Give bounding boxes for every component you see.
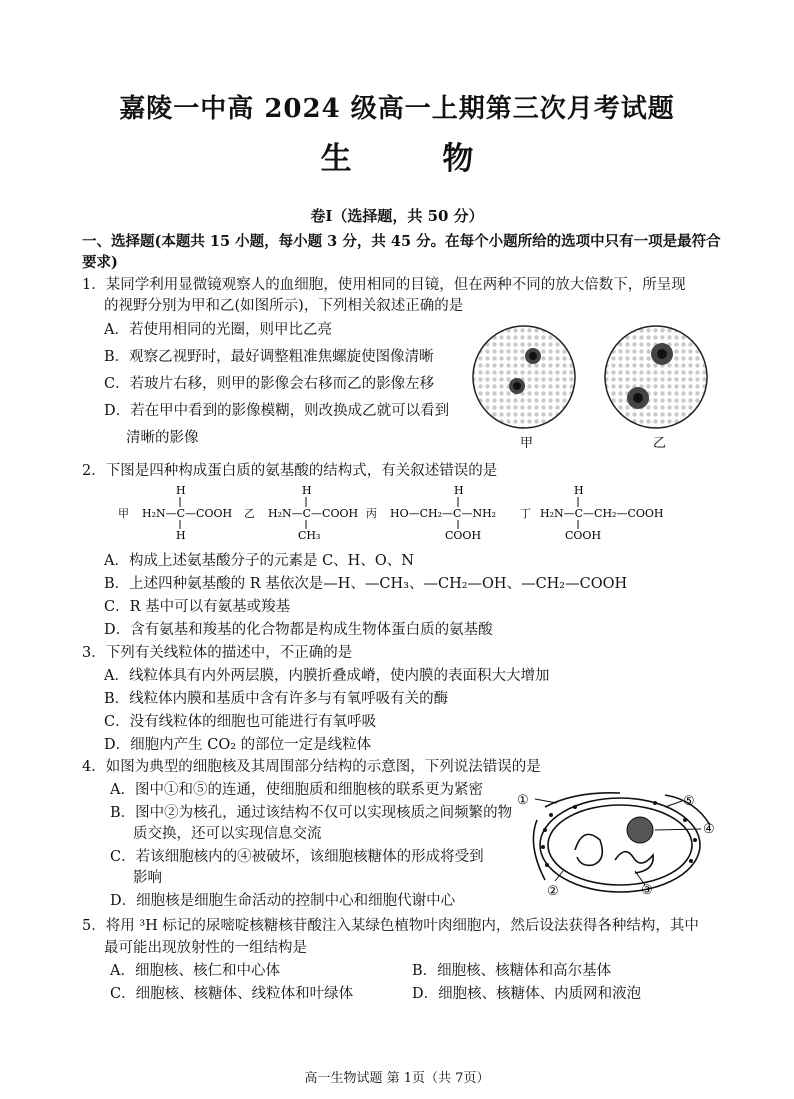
formula-yi-bottom: CH₃ <box>298 529 321 542</box>
q5-option-d: D．细胞核、核糖体、内质网和液泡 <box>412 986 642 1002</box>
label-4: ④ <box>703 822 715 837</box>
formula-jia-top: H <box>176 484 186 497</box>
q3-option-a: A．线粒体具有内外两层膜，内膜折叠成嵴，使内膜的表面积大大增加 <box>104 668 550 684</box>
formula-bing-bottom: COOH <box>445 529 482 542</box>
formula-yi-top: H <box>302 484 312 497</box>
nucleus-figure <box>515 785 725 900</box>
q4-stem: 4．如图为典型的细胞核及其周围部分结构的示意图，下列说法错误的是 <box>82 759 541 775</box>
label-3: ③ <box>641 883 653 898</box>
section-instruction-line1: 一、选择题(本题共 15 小题，每小题 3 分，共 45 分。在每个小题所给的选项中只有一项是最符合 <box>82 233 721 250</box>
formula-bing-top: H <box>454 484 464 497</box>
subject-title: 生 物 <box>320 141 514 177</box>
q4-option-c-line1: C．若该细胞核内的④被破坏，该细胞核糖体的形成将受到 <box>110 849 484 865</box>
q5-option-a: A．细胞核、核仁和中心体 <box>110 963 280 979</box>
label-5: ⑤ <box>683 794 695 809</box>
formula-bing-main: HO—CH₂—C—NH₂ <box>390 507 497 520</box>
field-jia <box>473 326 575 428</box>
formula-yi-label: 乙 <box>244 507 255 520</box>
label-1: ① <box>517 793 529 808</box>
field-yi <box>605 326 707 428</box>
exam-title: 嘉陵一中高 2024 级高一上期第三次月考试题 <box>119 94 675 124</box>
q3-stem: 3．下列有关线粒体的描述中，不正确的是 <box>82 645 353 661</box>
q1-option-c: C．若玻片右移，则甲的影像会右移而乙的影像左移 <box>104 376 435 392</box>
q3-option-d: D．细胞内产生 CO₂ 的部位一定是线粒体 <box>104 737 372 753</box>
label-jia: 甲 <box>520 436 534 451</box>
q5-stem-line2: 最可能出现放射性的一组结构是 <box>104 940 307 956</box>
q2-stem: 2．下图是四种构成蛋白质的氨基酸的结构式，有关叙述错误的是 <box>82 463 498 479</box>
q1-stem-line1: 1．某同学利用显微镜观察人的血细胞，使用相同的目镜，但在两种不同的放大倍数下，所呈现 <box>82 277 686 293</box>
formula-jia-label: 甲 <box>118 507 129 520</box>
section-instruction-line2: 要求) <box>82 254 118 271</box>
q4-option-d: D．细胞核是细胞生命活动的控制中心和细胞代谢中心 <box>110 893 456 909</box>
formula-ding-bottom: COOH <box>565 529 602 542</box>
formula-ding-top: H <box>574 484 584 497</box>
q3-option-c: C．没有线粒体的细胞也可能进行有氧呼吸 <box>104 714 377 730</box>
page-footer: 高一生物试题 第 1页（共 7页） <box>304 1071 490 1086</box>
label-2: ② <box>547 884 559 899</box>
formula-bing-label: 丙 <box>366 507 377 520</box>
q4-option-b-line1: B．图中②为核孔，通过该结构不仅可以实现核质之间频繁的物 <box>110 805 513 821</box>
q4-option-a: A．图中①和⑤的连通，使细胞质和细胞核的联系更为紧密 <box>110 782 483 798</box>
q1-option-d-line2: 清晰的影像 <box>126 430 199 446</box>
q4-option-b-line2: 质交换，还可以实现信息交流 <box>133 826 322 842</box>
section-title: 卷I（选择题，共 50 分） <box>310 207 484 225</box>
microscope-figure <box>470 320 730 455</box>
q5-option-c: C．细胞核、核糖体、线粒体和叶绿体 <box>110 986 354 1002</box>
q1-stem-line2: 的视野分别为甲和乙(如图所示)，下列相关叙述正确的是 <box>104 298 464 314</box>
q5-option-b: B．细胞核、核糖体和高尔基体 <box>412 963 612 979</box>
q1-option-d-line1: D．若在甲中看到的影像模糊，则改换成乙就可以看到 <box>104 403 450 419</box>
formula-ding-label: 丁 <box>520 507 531 520</box>
q5-stem-line1: 5．将用 ³H 标记的尿嘧啶核糖核苷酸注入某绿色植物叶肉细胞内，然后设法获得各种结构，其中 <box>82 918 699 934</box>
q3-option-b: B．线粒体内膜和基质中含有许多与有氧呼吸有关的酶 <box>104 691 449 707</box>
q2-option-a: A．构成上述氨基酸分子的元素是 C、H、O、N <box>104 553 414 569</box>
q2-option-c: C．R 基中可以有氨基或羧基 <box>104 599 291 615</box>
q1-option-b: B．观察乙视野时，最好调整粗准焦螺旋使图像清晰 <box>104 349 434 365</box>
nucleolus <box>627 817 653 843</box>
formula-yi-main: H₂N—C—COOH <box>268 507 359 520</box>
formula-ding-main: H₂N—C—CH₂—COOH <box>540 507 664 520</box>
q2-option-b: B．上述四种氨基酸的 R 基依次是—H、—CH₃、—CH₂—OH、—CH₂—COOH <box>104 576 628 592</box>
q1-option-a: A．若使用相同的光圈，则甲比乙亮 <box>104 322 332 338</box>
formula-jia-main: H₂N—C—COOH <box>142 507 233 520</box>
q2-option-d: D．含有氨基和羧基的化合物都是构成生物体蛋白质的氨基酸 <box>104 622 493 638</box>
formula-jia-bottom: H <box>176 529 186 542</box>
q4-option-c-line2: 影响 <box>133 870 162 886</box>
label-yi: 乙 <box>653 436 667 451</box>
amino-acid-formulas <box>110 482 690 544</box>
